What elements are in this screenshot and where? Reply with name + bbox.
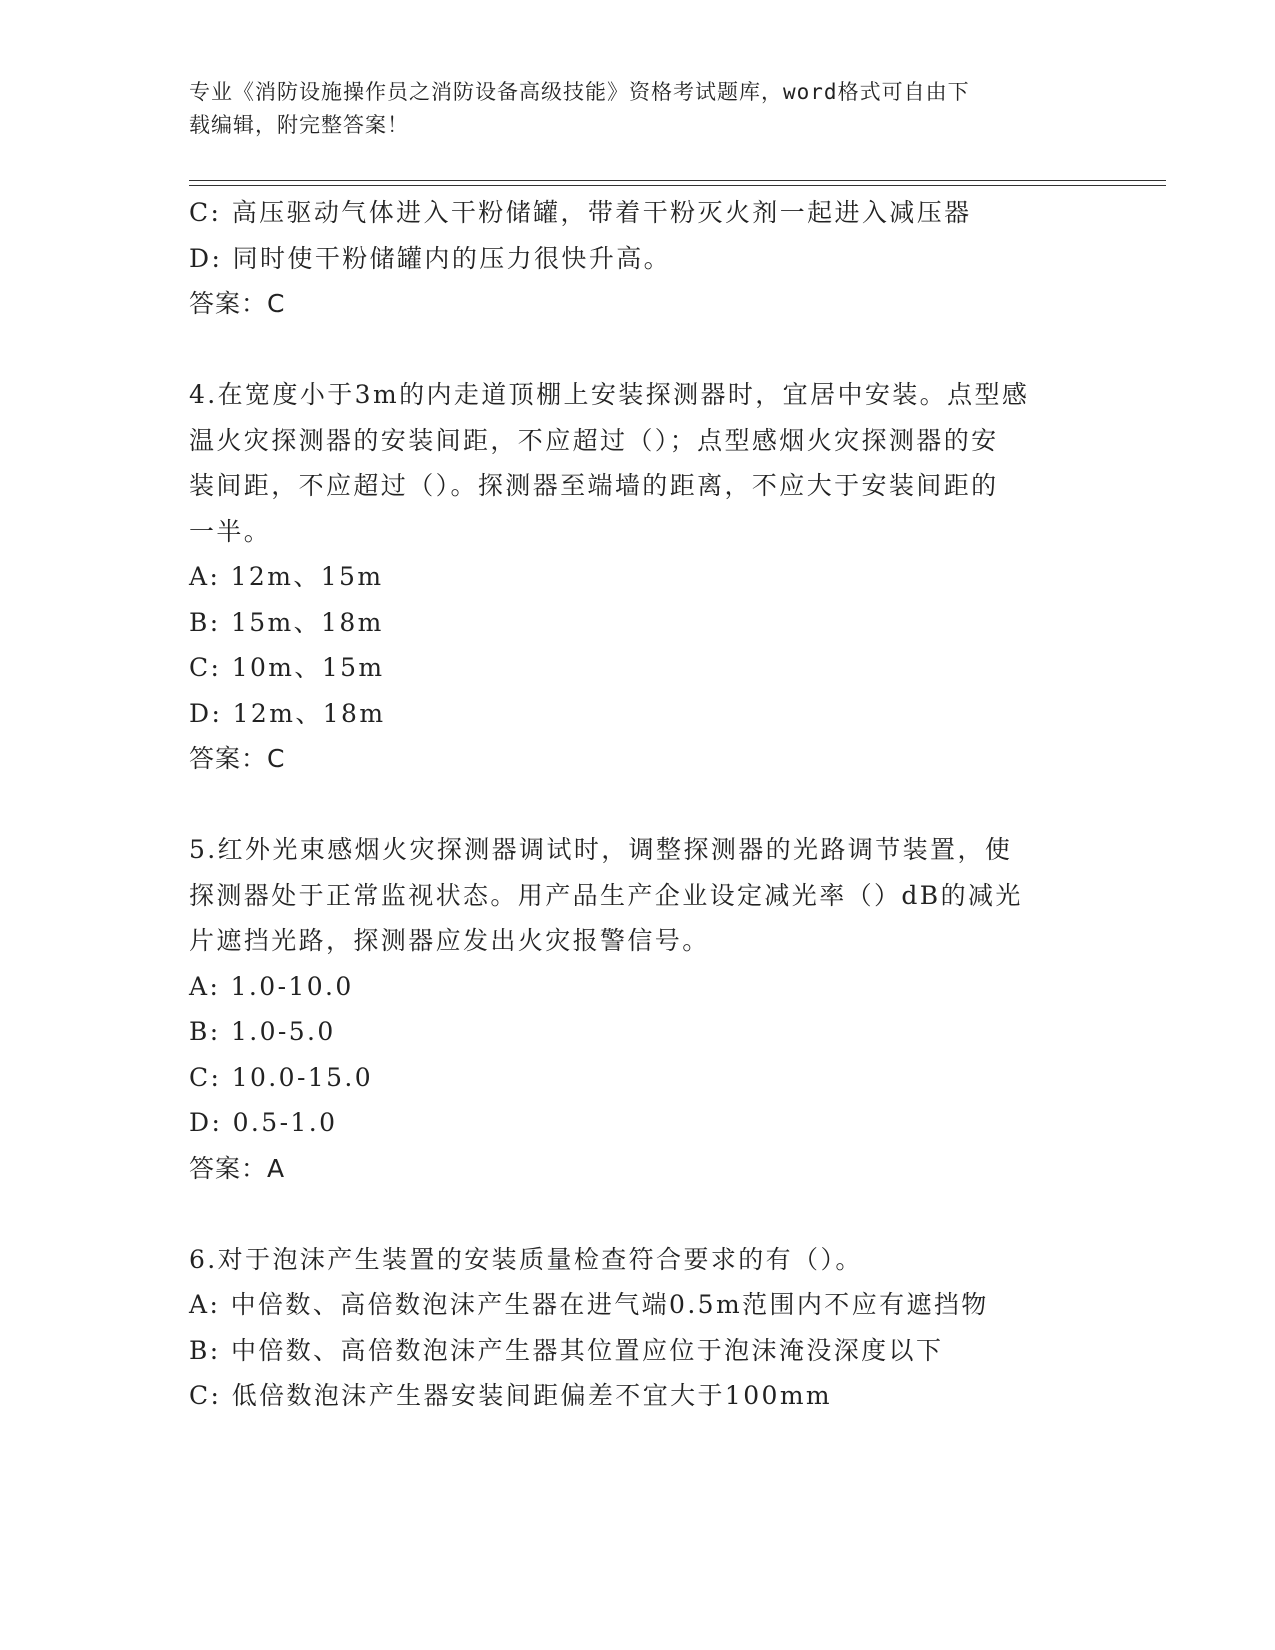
question-stem-line: 4.在宽度小于3m的内走道顶棚上安装探测器时，宜居中安装。点型感 <box>189 380 1030 409</box>
question-4 <box>189 372 1089 782</box>
option-d: D: 12m、18m <box>189 698 386 728</box>
answer-line: 答案：C <box>189 744 286 773</box>
option-c: C: 10.0-15.0 <box>189 1062 374 1092</box>
question-6 <box>189 1237 1089 1419</box>
previous-question <box>189 190 1089 327</box>
question-stem-line: 温火灾探测器的安装间距，不应超过（）；点型感烟火灾探测器的安 <box>189 425 999 455</box>
question-stem-line: 5.红外光束感烟火灾探测器调试时，调整探测器的光路调节装置，使 <box>189 835 1013 864</box>
option-c: C: 低倍数泡沫产生器安装间距偏差不宜大于100mm <box>189 1381 833 1410</box>
header-divider-top <box>189 180 1166 181</box>
option-b: B: 中倍数、高倍数泡沫产生器其位置应位于泡沫淹没深度以下 <box>189 1335 944 1365</box>
option-b: B: 1.0-5.0 <box>189 1017 336 1046</box>
header-divider-bottom <box>189 185 1166 186</box>
option-d: D: 0.5-1.0 <box>189 1108 338 1137</box>
question-content <box>189 190 1089 1419</box>
question-stem-line: 一半。 <box>189 516 272 546</box>
option-d: D: 同时使干粉储罐内的压力很快升高。 <box>189 243 672 273</box>
option-a: A: 12m、15m <box>189 562 384 591</box>
question-5 <box>189 827 1089 1191</box>
question-stem-line: 6.对于泡沫产生装置的安装质量检查符合要求的有（）。 <box>189 1244 863 1274</box>
header-line-2: 载编辑，附完整答案！ <box>189 113 409 137</box>
header-line-1: 专业《消防设施操作员之消防设备高级技能》资格考试题库，word格式可自由下 <box>189 80 970 104</box>
option-a: A: 中倍数、高倍数泡沫产生器在进气端0.5m范围内不应有遮挡物 <box>189 1290 989 1319</box>
question-stem-line: 探测器处于正常监视状态。用产品生产企业设定减光率（）dB的减光 <box>189 880 1023 910</box>
option-c: C: 10m、15m <box>189 653 385 682</box>
document-header <box>189 76 1069 142</box>
answer-line: 答案：A <box>189 1153 286 1183</box>
option-b: B: 15m、18m <box>189 607 384 637</box>
option-a: A: 1.0-10.0 <box>189 971 354 1001</box>
question-stem-line: 片遮挡光路，探测器应发出火灾报警信号。 <box>189 926 710 955</box>
question-stem-line: 装间距，不应超过（）。探测器至端墙的距离，不应大于安装间距的 <box>189 471 999 500</box>
answer-line: 答案：C <box>189 289 286 318</box>
option-c: C: 高压驱动气体进入干粉储罐，带着干粉灭火剂一起进入减压器 <box>189 198 972 227</box>
